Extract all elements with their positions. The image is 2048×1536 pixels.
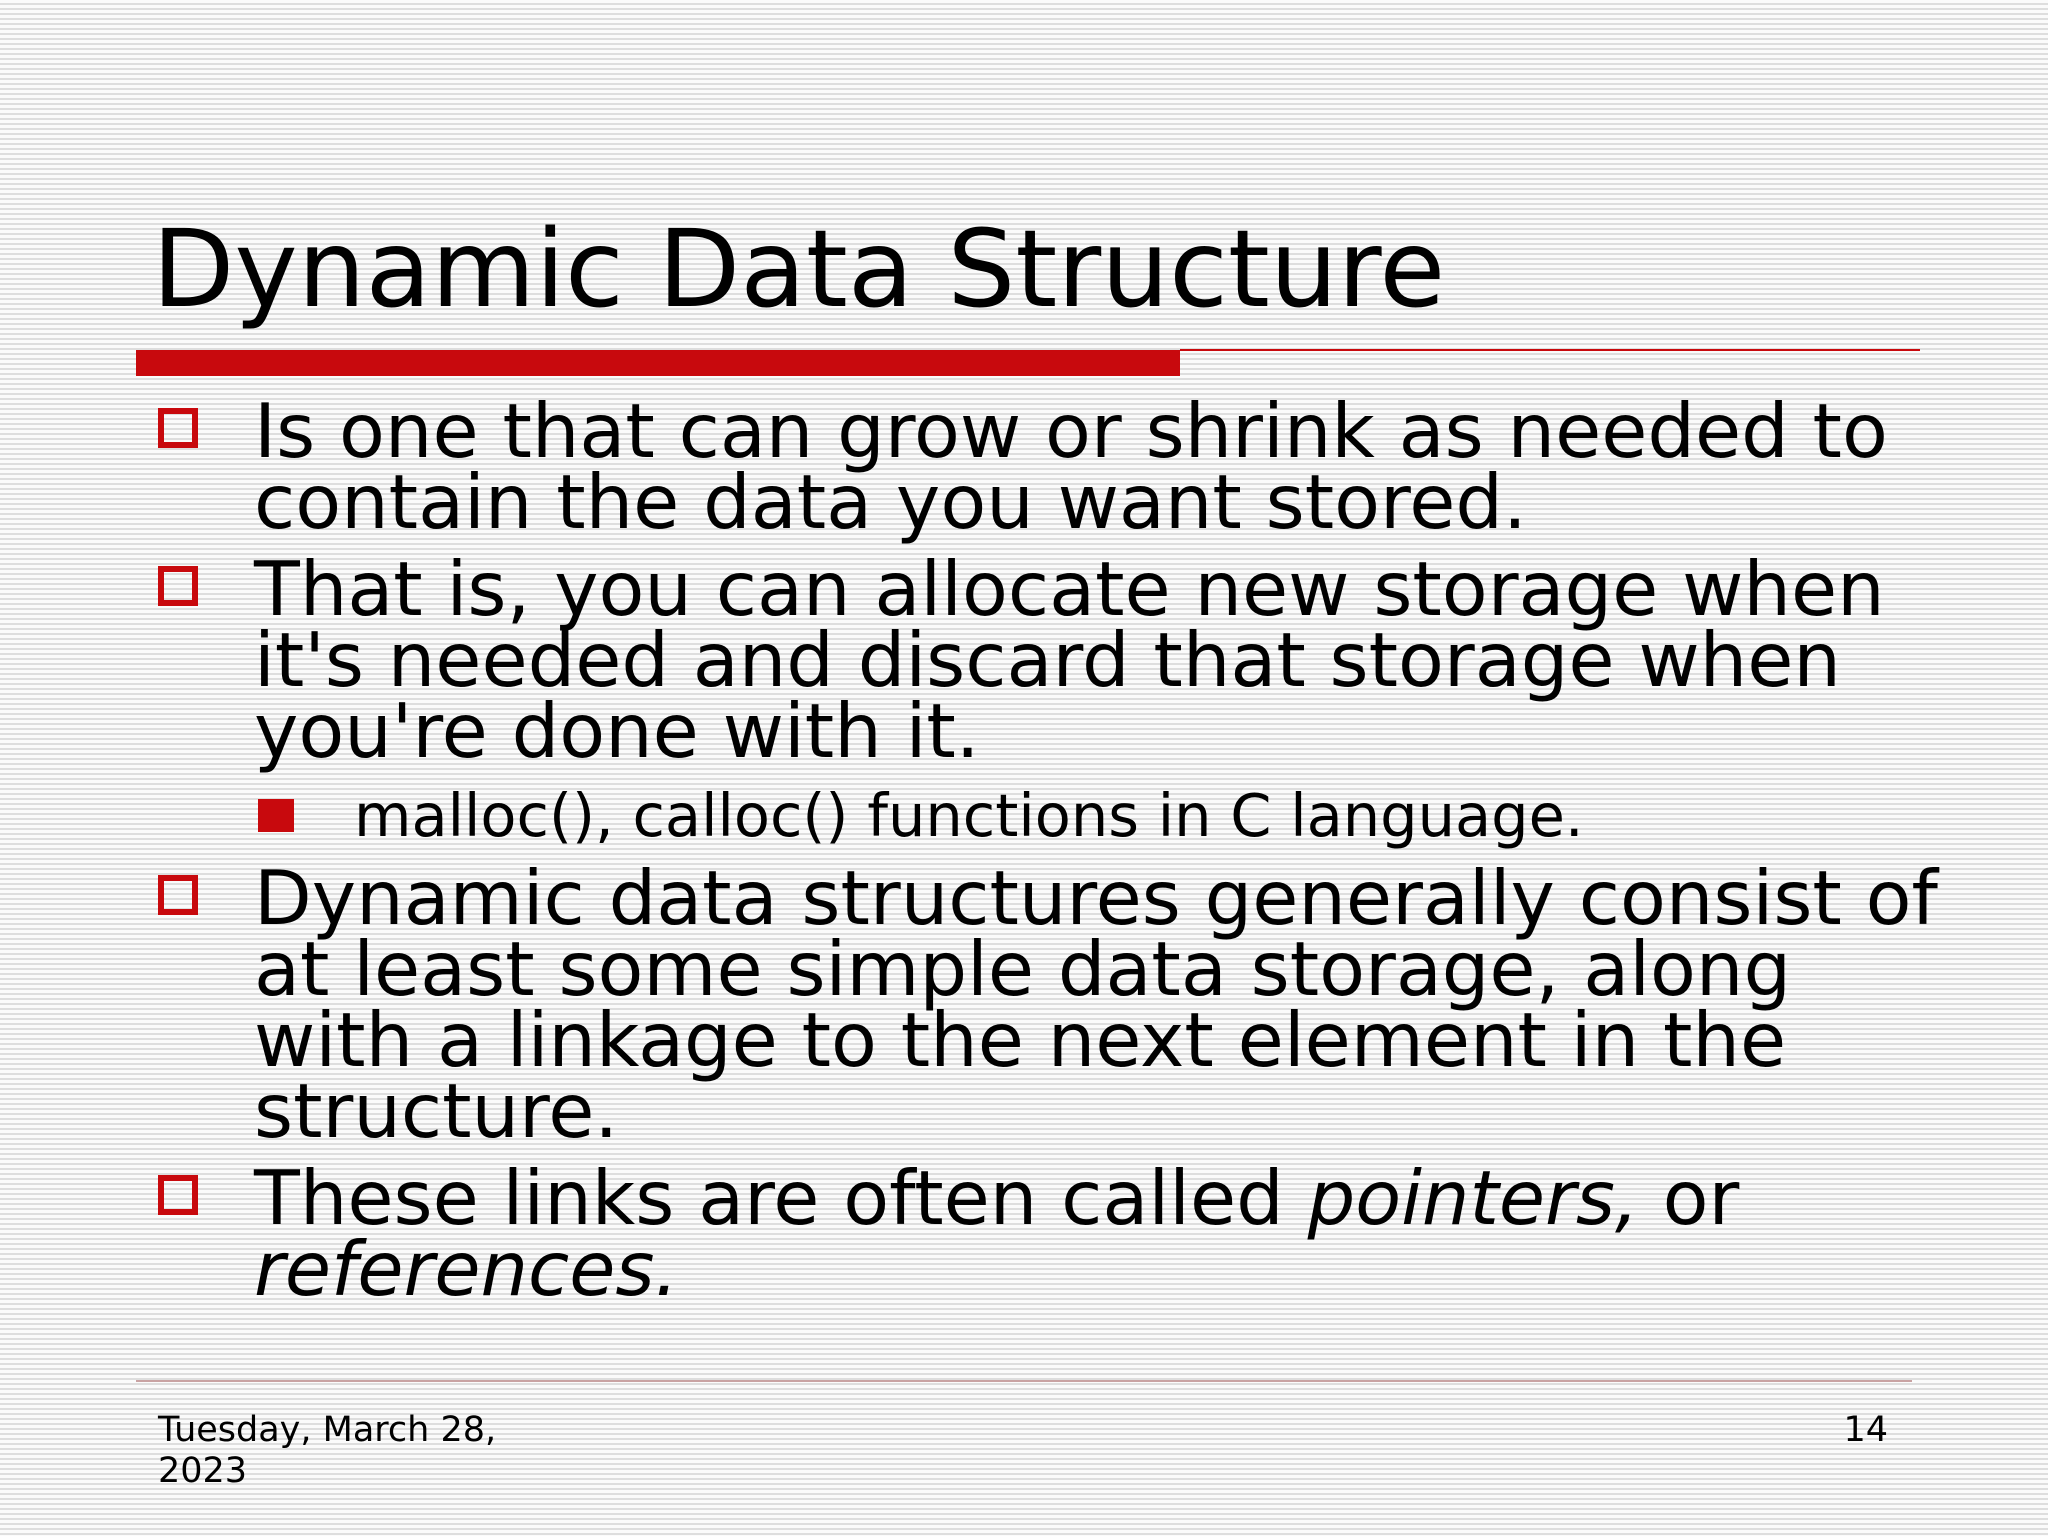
hollow-square-icon	[158, 1175, 198, 1215]
bullet-text-italic: pointers,	[1307, 1154, 1639, 1242]
hollow-square-icon	[158, 408, 198, 448]
bullet-text: Dynamic data structures generally consist of at least some simple data storage, along with a linkage to the next element in the structure.	[254, 854, 1938, 1155]
slide-title: Dynamic Data Structure	[152, 208, 1446, 332]
bullet-text-italic: references.	[254, 1225, 679, 1313]
footer-divider	[136, 1380, 1912, 1382]
bullet-item	[150, 545, 1950, 775]
bullet-text: That is, you can allocate new storage when it's needed and discard that storage when you're done with it.	[254, 545, 1885, 775]
title-underline-thick	[136, 350, 1180, 376]
bullet-text-part: These links are often called	[254, 1154, 1308, 1242]
hollow-square-icon	[158, 566, 198, 606]
bullet-text: Is one that can grow or shrink as needed to contain the data you want stored.	[254, 387, 1888, 546]
hollow-square-icon	[158, 875, 198, 915]
bullet-item	[150, 1154, 1950, 1313]
filled-square-icon	[258, 799, 294, 832]
slide-content	[150, 387, 1950, 1321]
footer-date: Tuesday, March 28, 2023	[158, 1410, 497, 1491]
sub-bullet-text: malloc(), calloc() functions in C language.	[354, 781, 1584, 850]
bullet-text-part: or	[1638, 1154, 1740, 1242]
sub-bullet-item	[150, 783, 1950, 849]
title-underline-thin	[1180, 349, 1920, 351]
bullet-item	[150, 387, 1950, 546]
page-number: 14	[1843, 1410, 1888, 1450]
bullet-item	[150, 854, 1950, 1155]
